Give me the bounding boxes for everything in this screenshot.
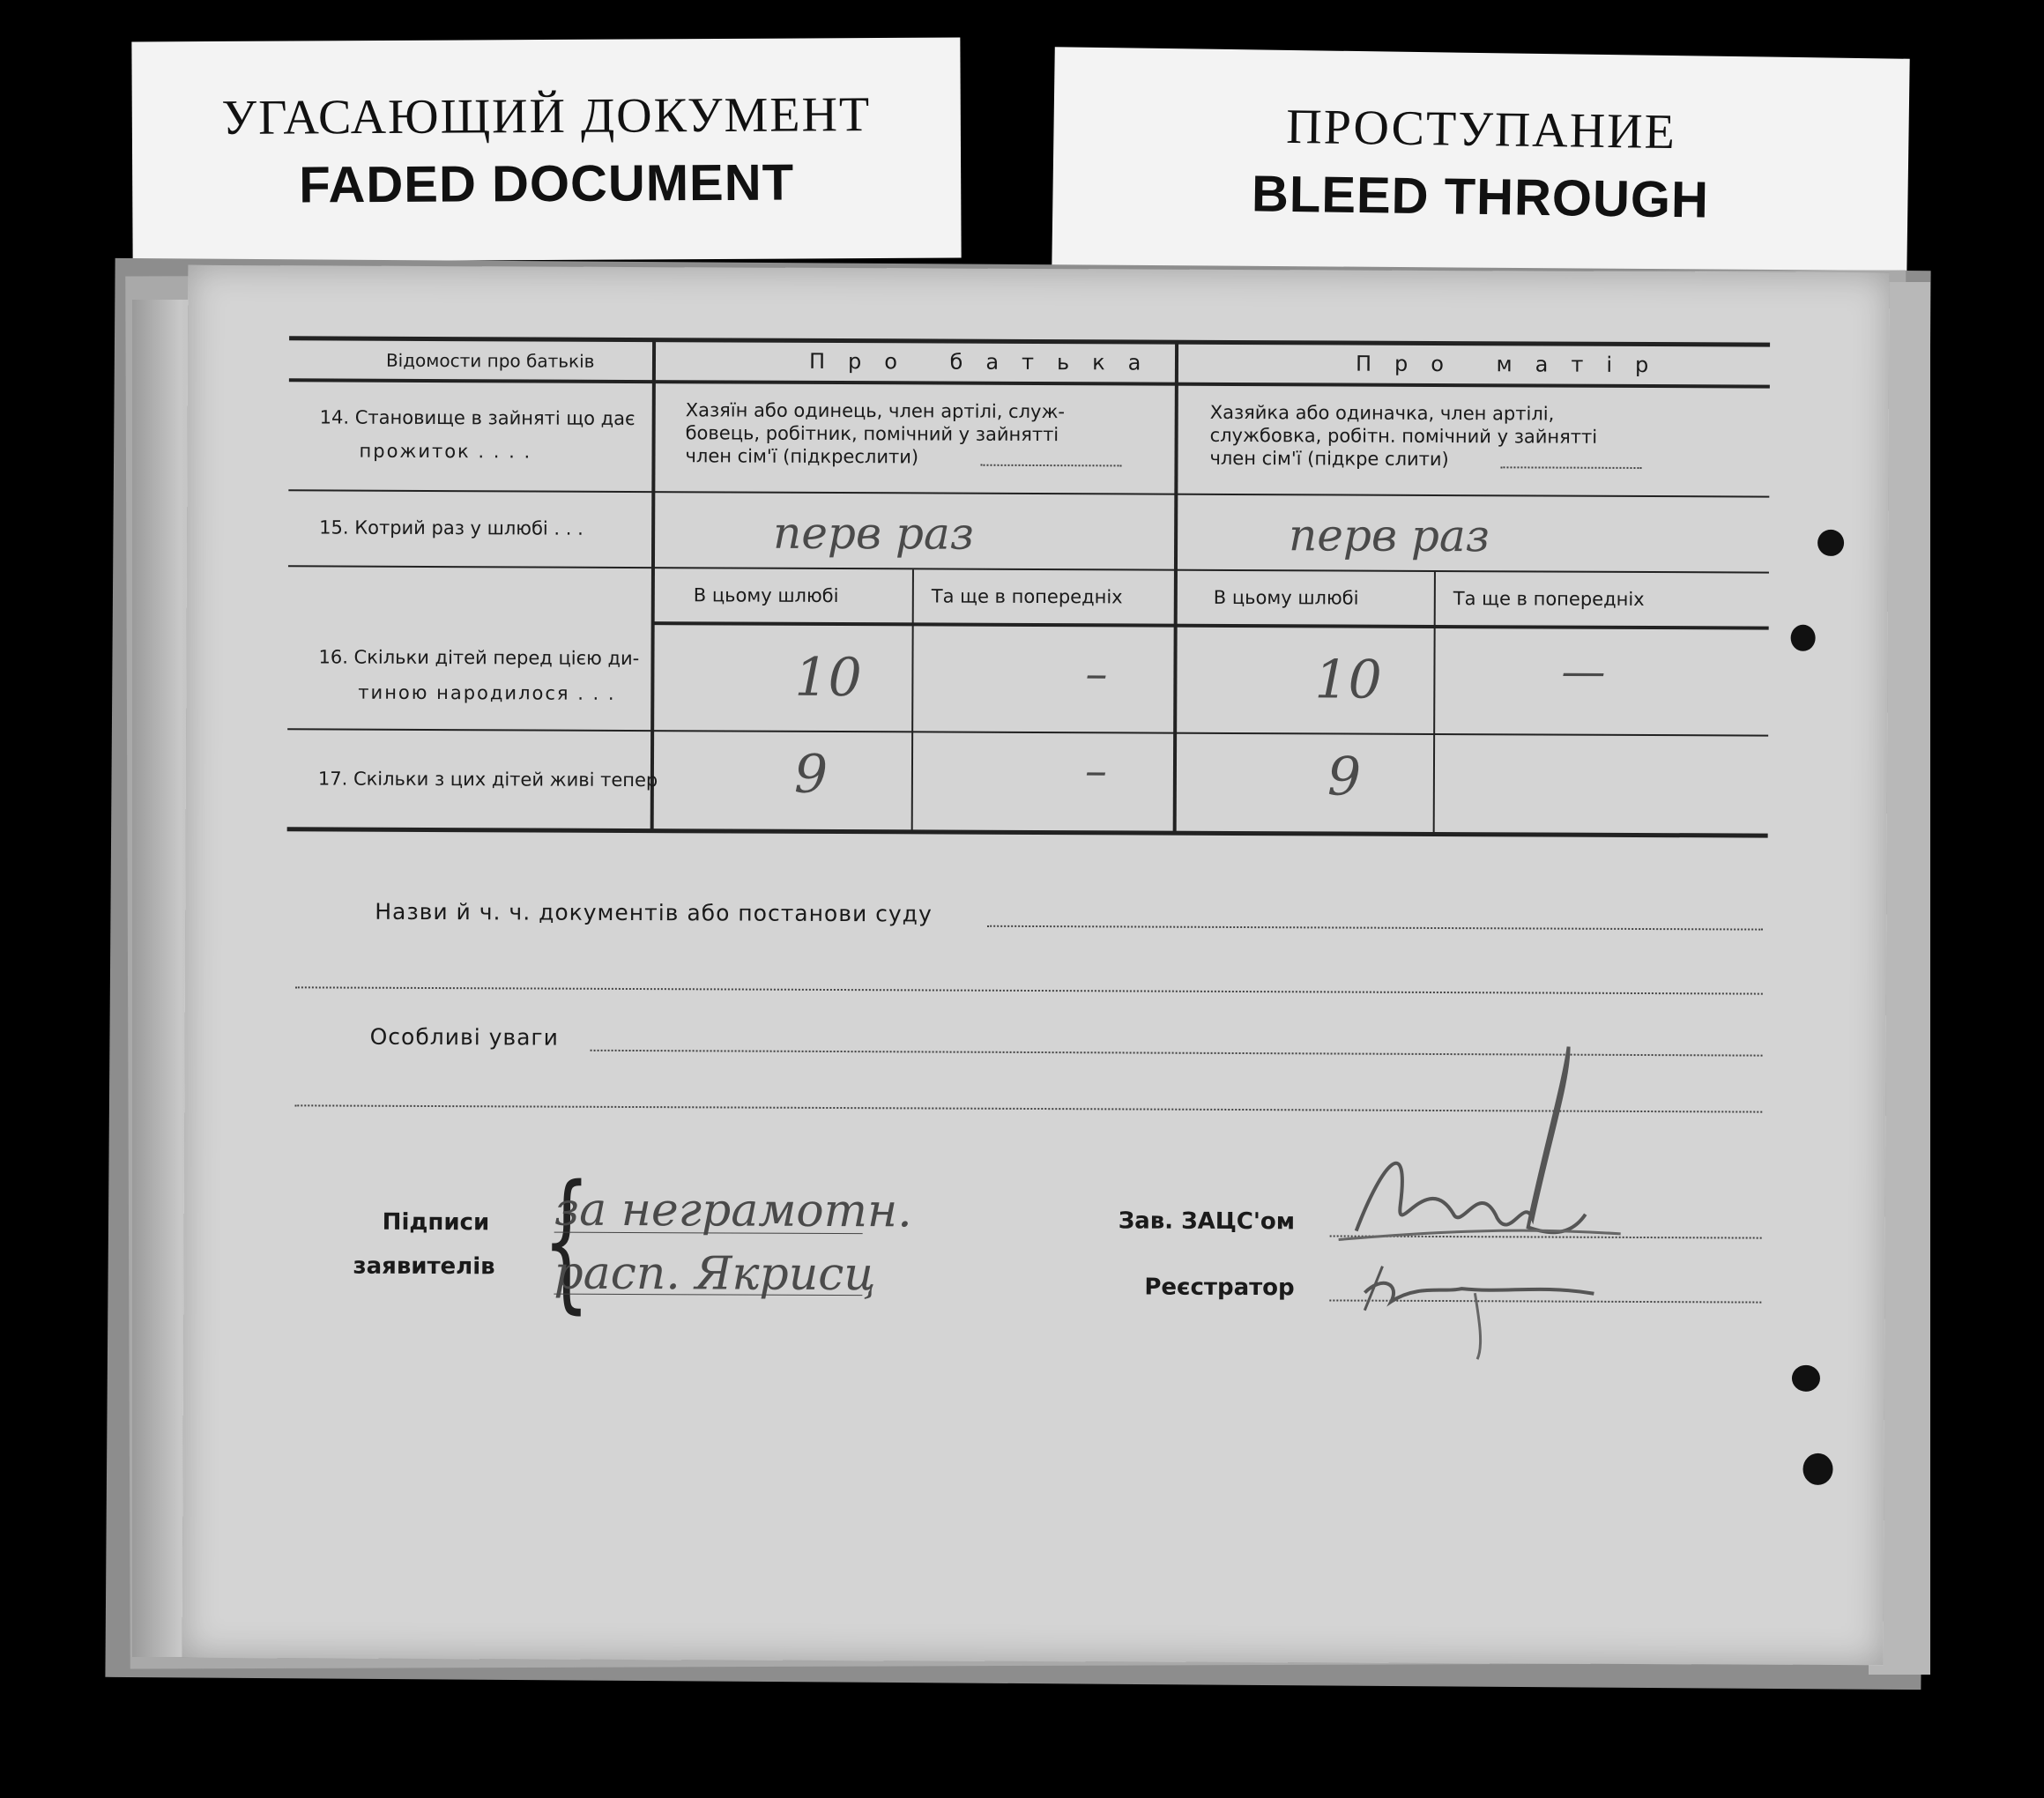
- row16-father-prev: –: [1085, 648, 1108, 700]
- row14-mother-dots: [1500, 466, 1641, 469]
- row14-mother-line2: службовка, робітн. помічний у зайнятті: [1209, 424, 1598, 448]
- row14-father-dots: [980, 464, 1121, 467]
- applicant-signature-2: расп. Якрисц: [554, 1246, 876, 1302]
- subheader-rule: [654, 621, 1769, 630]
- signature-brace: {: [542, 1153, 591, 1328]
- applicants-signatures-label-2: заявителів: [353, 1252, 495, 1281]
- col-rule-4: [1433, 572, 1436, 835]
- row17-mother-this: 9: [1327, 746, 1362, 808]
- faded-label-en: FADED DOCUMENT: [299, 153, 795, 214]
- row14-mother-line3: член сім'ї (підкре слити): [1209, 447, 1449, 471]
- father-previous-header: Та ще в попередніх: [931, 585, 1123, 608]
- punch-hole: [1802, 1453, 1832, 1485]
- row14-rule: [288, 489, 1769, 497]
- row14-father-line3: член сім'ї (підкреслити): [685, 445, 919, 468]
- mother-previous-header: Та ще в попередніх: [1453, 588, 1645, 611]
- col-rule-3: [911, 569, 914, 832]
- row16-mother-prev: —: [1561, 645, 1606, 697]
- header-parents-info: Відомости про батьків: [385, 349, 595, 372]
- zags-head-label: Зав. ЗАЦС'ом: [1118, 1207, 1296, 1236]
- row16-mother-this: 10: [1314, 649, 1382, 711]
- faded-document-label: [131, 38, 961, 263]
- remarks-label: Особливі уваги: [369, 1023, 559, 1051]
- table-bottom-rule: [287, 827, 1768, 837]
- col-rule-2: [1173, 344, 1178, 834]
- bleed-label-ru: ПРОСТУПАНИЕ: [1285, 99, 1677, 160]
- row16-father-this: 10: [794, 646, 862, 710]
- mother-this-marriage-header: В цьому шлюбі: [1213, 586, 1359, 609]
- row14-father-line1: Хазяїн або одинець, член артілі, служ-: [685, 399, 1066, 423]
- bleed-label-en: BLEED THROUGH: [1251, 165, 1710, 229]
- punch-hole: [1817, 530, 1844, 556]
- row17-father-prev: –: [1084, 745, 1108, 797]
- table-top-rule: [289, 336, 1770, 346]
- row14-label-line2: прожиток . . . .: [359, 440, 532, 463]
- applicant-signature-1: за неграмотн.: [554, 1183, 912, 1238]
- row16-rule: [287, 728, 1768, 736]
- row14-father-line2: бовець, робітник, помічний у зайнятті: [685, 422, 1059, 446]
- documents-dots-1: [987, 925, 1763, 931]
- faded-label-ru: УГАСАЮЩИЙ ДОКУМЕНТ: [221, 87, 872, 145]
- col-rule-1: [650, 341, 656, 831]
- applicants-signatures-label-1: Підписи: [382, 1208, 490, 1237]
- registrar-label: Реєстратор: [1144, 1274, 1295, 1302]
- documents-label: Назви й ч. ч. документів або постанови суду: [375, 898, 933, 927]
- header-rule: [289, 378, 1770, 388]
- row17-label: 17. Скільки з цих дітей живі тепер: [317, 768, 658, 791]
- row16-label-line2: тиною народилося . . .: [358, 681, 616, 704]
- form-sheet: [182, 265, 1890, 1665]
- documents-dots-2: [295, 986, 1763, 994]
- father-this-marriage-header: В цьому шлюбі: [693, 584, 839, 607]
- punch-hole: [1791, 625, 1816, 651]
- header-about-mother: Про матір: [1355, 351, 1672, 378]
- row15-label: 15. Котрий раз у шлюбі . . .: [319, 516, 583, 539]
- zags-head-signature: [1329, 1028, 1631, 1363]
- row17-father-this: 9: [793, 743, 829, 806]
- punch-hole: [1792, 1365, 1820, 1392]
- row16-label-line1: 16. Скільки дітей перед цією ди-: [318, 646, 640, 670]
- header-about-father: Про батька: [808, 348, 1164, 375]
- row14-mother-line1: Хазяйка або одиначка, член артілі,: [1209, 401, 1555, 425]
- row14-label-line1: 14. Становище в зайняті що дає: [319, 406, 635, 430]
- row15-rule: [288, 565, 1769, 573]
- bleed-through-label: [1052, 47, 1909, 279]
- row15-mother-value: перв раз: [1289, 509, 1490, 562]
- row15-father-value: перв раз: [773, 507, 975, 560]
